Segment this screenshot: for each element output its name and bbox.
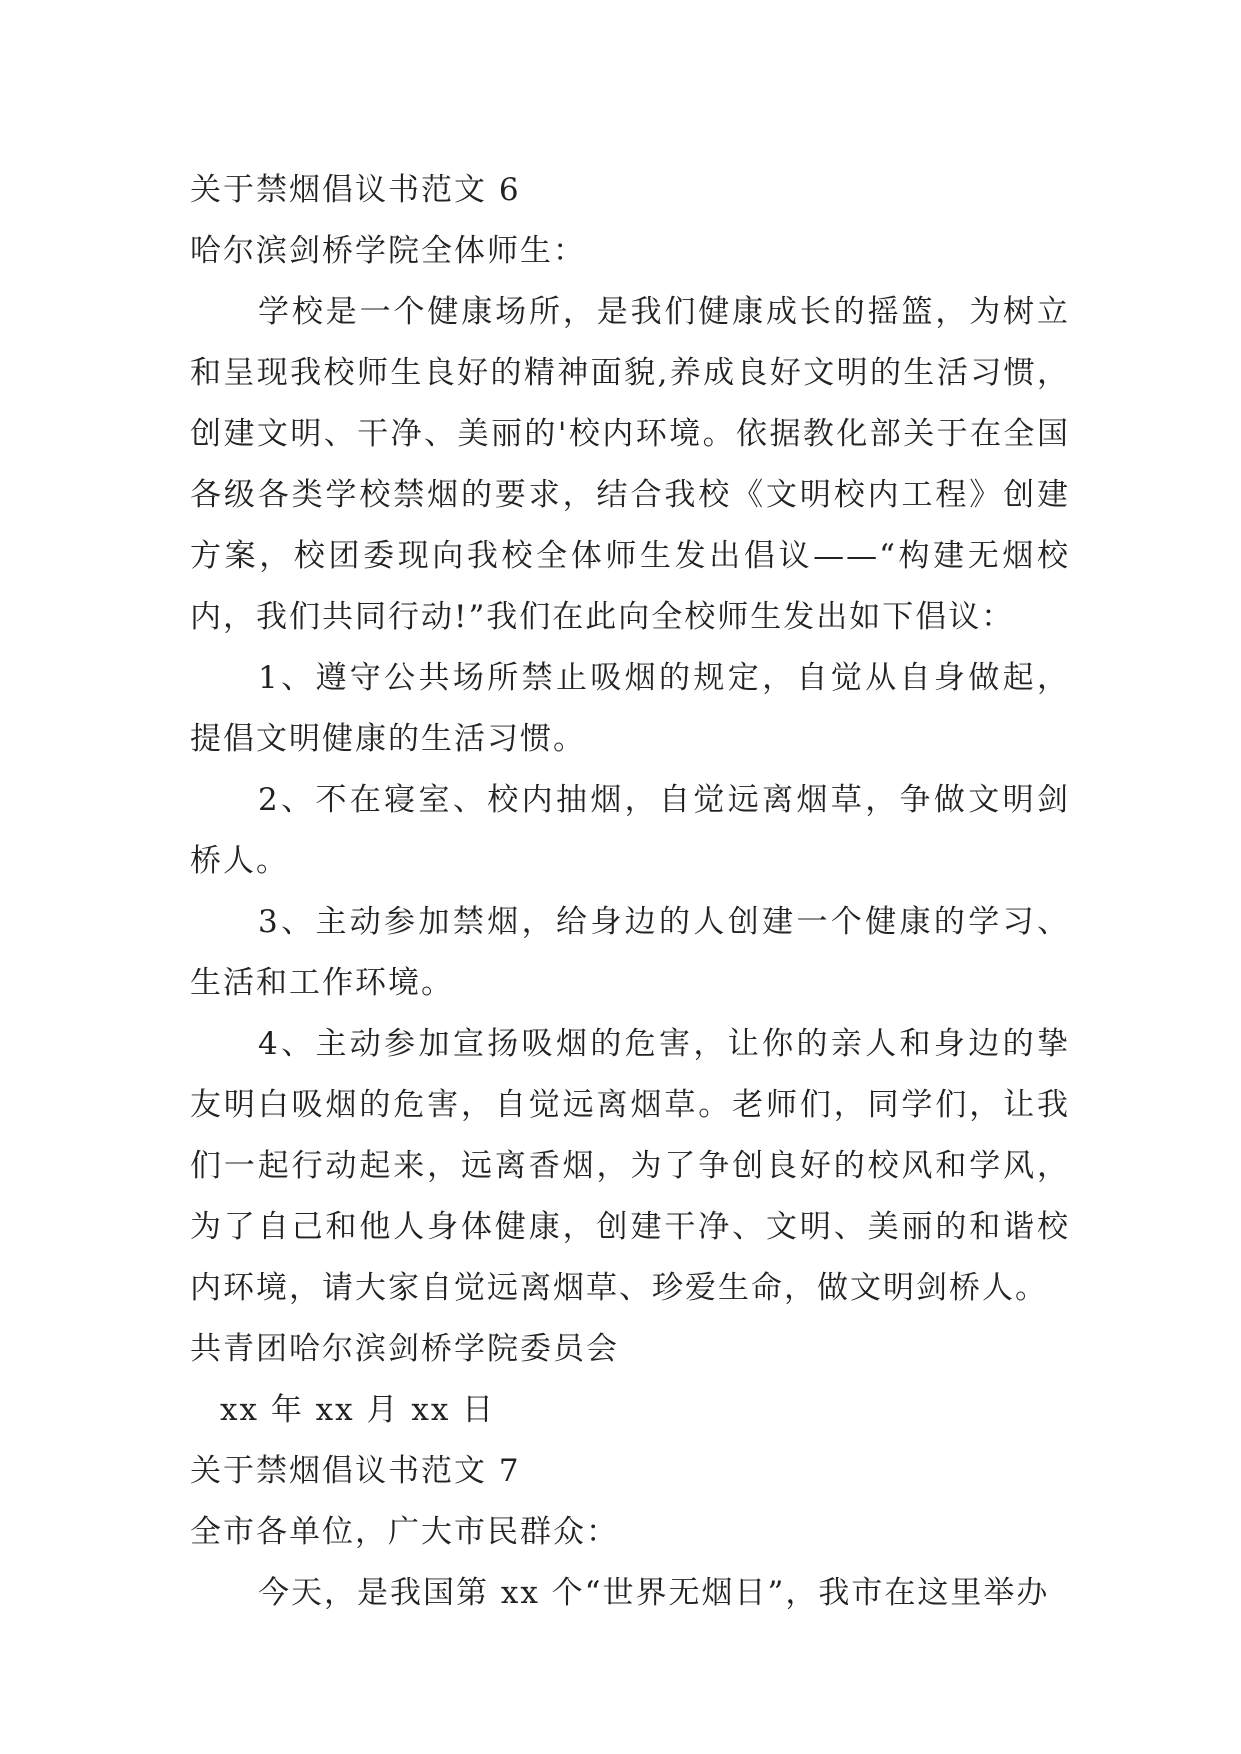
proposal-item-4: 4、主动参加宣扬吸烟的危害，让你的亲人和身边的挚友明白吸烟的危害，自觉远离烟草。老师们，同学们，让我们一起行动起来，远离香烟，为了争创良好的校风和学风，为了自己和他人身体健康，创建干净、文明、美丽的和谐校内环境，请大家自觉远离烟草、珍爱生命，做文明剑桥人。 xyxy=(190,1026,1070,1306)
signature: 共青团哈尔滨剑桥学院委员会 xyxy=(190,1331,619,1367)
salutation-7: 全市各单位，广大市民群众： xyxy=(190,1514,619,1550)
section-title-7: 关于禁烟倡议书范文 7 xyxy=(190,1453,521,1489)
proposal-item-2: 2、不在寝室、校内抽烟，自觉远离烟草，争做文明剑桥人。 xyxy=(190,782,1070,879)
section-title-6: 关于禁烟倡议书范文 6 xyxy=(190,172,521,208)
salutation-6: 哈尔滨剑桥学院全体师生： xyxy=(190,233,586,269)
date-line: xx 年 xx 月 xx 日 xyxy=(220,1392,496,1428)
intro-paragraph-7: 今天，是我国第 xx 个“世界无烟日”，我市在这里举办 xyxy=(258,1575,1050,1611)
proposal-item-1: 1、遵守公共场所禁止吸烟的规定，自觉从自身做起，提倡文明健康的生活习惯。 xyxy=(190,660,1070,757)
intro-paragraph-6: 学校是一个健康场所，是我们健康成长的摇篮，为树立和呈现我校师生良好的精神面貌,养成良好文明的生活习惯，创建文明、干净、美丽的'校内环境。依据教化部关于在全国各级各类学校禁烟的要求，结合我校《文明校内工程》创建方案，校团委现向我校全体师生发出倡议——“构建无烟校内，我们共同行动!”我们在此向全校师生发出如下倡议： xyxy=(190,294,1070,635)
proposal-item-3: 3、主动参加禁烟，给身边的人创建一个健康的学习、生活和工作环境。 xyxy=(190,904,1070,1001)
document-body xyxy=(190,160,1070,1624)
